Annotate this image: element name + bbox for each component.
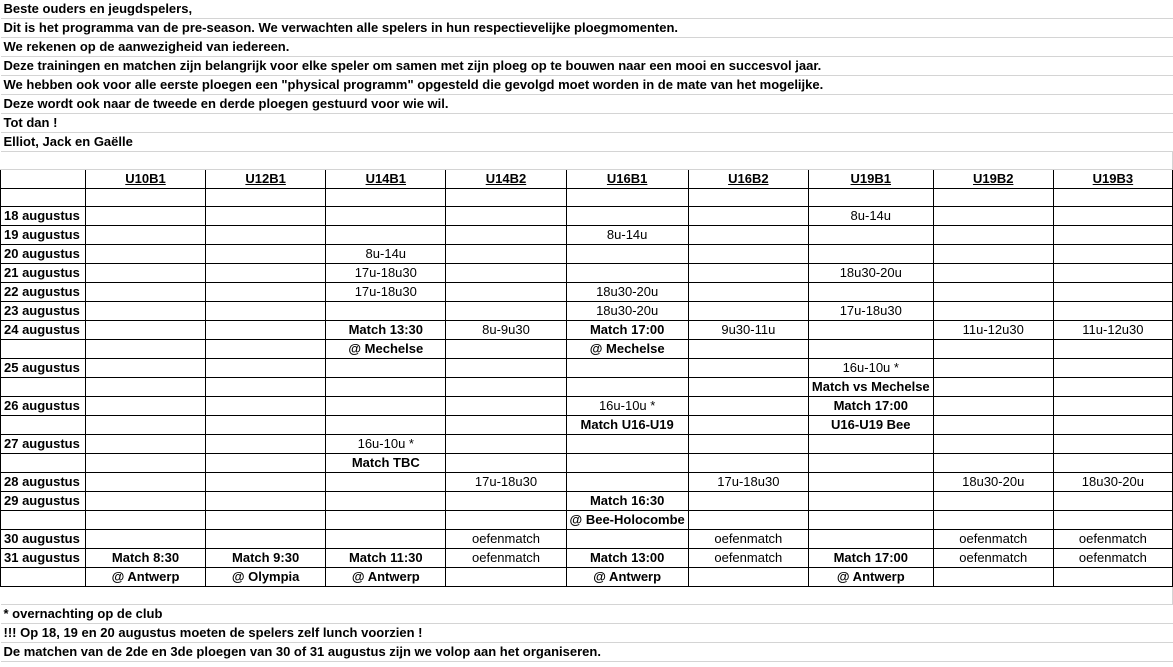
schedule-cell[interactable]: 17u-18u30 — [326, 283, 446, 302]
schedule-cell[interactable] — [933, 492, 1053, 511]
schedule-cell[interactable]: Match 16:30 — [566, 492, 688, 511]
sheet-row — [1, 359, 1173, 378]
team-header-u14b2[interactable]: U14B2 — [446, 170, 566, 189]
schedule-cell[interactable] — [446, 416, 566, 435]
schedule-cell[interactable] — [1053, 492, 1172, 511]
schedule-cell[interactable] — [566, 264, 688, 283]
schedule-cell[interactable] — [933, 568, 1053, 587]
schedule-cell[interactable] — [808, 245, 933, 264]
schedule-cell[interactable] — [808, 340, 933, 359]
sheet-row — [1, 245, 1173, 264]
sheet-row — [1, 397, 1173, 416]
schedule-cell[interactable] — [566, 473, 688, 492]
schedule-cell[interactable] — [808, 321, 933, 340]
schedule-cell[interactable] — [1053, 397, 1172, 416]
schedule-cell[interactable]: 9u30-11u — [688, 321, 808, 340]
schedule-cell[interactable] — [85, 492, 205, 511]
schedule-cell[interactable] — [85, 378, 205, 397]
schedule-cell[interactable] — [808, 511, 933, 530]
schedule-cell[interactable] — [85, 340, 205, 359]
schedule-cell[interactable] — [206, 454, 326, 473]
team-header-u10b1[interactable]: U10B1 — [85, 170, 205, 189]
team-header-u16b2[interactable]: U16B2 — [688, 170, 808, 189]
sheet-row — [1, 340, 1173, 359]
schedule-cell[interactable] — [85, 245, 205, 264]
schedule-cell[interactable] — [206, 378, 326, 397]
schedule-cell[interactable] — [1053, 568, 1172, 587]
schedule-cell[interactable] — [85, 359, 205, 378]
schedule-cell[interactable] — [446, 245, 566, 264]
schedule-cell[interactable] — [566, 378, 688, 397]
sheet-row — [1, 114, 1173, 133]
schedule-cell[interactable] — [688, 492, 808, 511]
sheet-row — [1, 189, 1173, 207]
schedule-cell[interactable] — [85, 473, 205, 492]
schedule-cell[interactable] — [933, 283, 1053, 302]
sheet-row — [1, 454, 1173, 473]
schedule-cell[interactable] — [933, 189, 1053, 207]
schedule-cell[interactable] — [1053, 378, 1172, 397]
schedule-cell[interactable] — [808, 492, 933, 511]
schedule-cell[interactable] — [933, 226, 1053, 245]
schedule-cell[interactable] — [933, 378, 1053, 397]
schedule-cell[interactable]: Match TBC — [326, 454, 446, 473]
date-cell[interactable] — [1, 340, 86, 359]
schedule-cell[interactable]: oefenmatch — [688, 530, 808, 549]
schedule-cell[interactable]: 8u-14u — [808, 207, 933, 226]
footer-note[interactable]: !!! Op 18, 19 en 20 augustus moeten de spelers zelf lunch voorzien ! — [1, 624, 1173, 643]
schedule-cell[interactable] — [206, 264, 326, 283]
sheet-row — [1, 226, 1173, 245]
schedule-cell[interactable] — [688, 511, 808, 530]
date-cell[interactable]: 28 augustus — [1, 473, 86, 492]
schedule-cell[interactable] — [85, 321, 205, 340]
schedule-cell[interactable]: oefenmatch — [1053, 549, 1172, 568]
schedule-cell[interactable] — [326, 302, 446, 321]
schedule-cell[interactable] — [206, 207, 326, 226]
schedule-cell[interactable] — [446, 454, 566, 473]
schedule-cell[interactable] — [808, 454, 933, 473]
empty-cell[interactable] — [1, 152, 1173, 170]
schedule-cell[interactable] — [808, 473, 933, 492]
sheet-row — [1, 264, 1173, 283]
sheet-row — [1, 0, 1173, 19]
schedule-cell[interactable]: Match 9:30 — [206, 549, 326, 568]
sheet-row — [1, 170, 1173, 189]
schedule-cell[interactable] — [446, 189, 566, 207]
schedule-cell[interactable] — [85, 416, 205, 435]
schedule-cell[interactable]: 17u-18u30 — [688, 473, 808, 492]
schedule-cell[interactable]: 16u-10u * — [566, 397, 688, 416]
schedule-cell[interactable]: Match 13:30 — [326, 321, 446, 340]
schedule-cell[interactable] — [326, 359, 446, 378]
schedule-cell[interactable] — [206, 245, 326, 264]
date-cell[interactable]: 18 augustus — [1, 207, 86, 226]
sheet-row — [1, 57, 1173, 76]
date-cell[interactable]: 19 augustus — [1, 226, 86, 245]
team-header-u19b1[interactable]: U19B1 — [808, 170, 933, 189]
schedule-cell[interactable] — [566, 207, 688, 226]
schedule-cell[interactable] — [206, 359, 326, 378]
intro-line[interactable]: Deze wordt ook naar de tweede en derde ploegen gestuurd voor wie wil. — [1, 95, 1173, 114]
schedule-cell[interactable] — [206, 511, 326, 530]
schedule-cell[interactable]: Match 17:00 — [808, 549, 933, 568]
schedule-cell[interactable]: 11u-12u30 — [1053, 321, 1172, 340]
sheet-row — [1, 511, 1173, 530]
schedule-cell[interactable] — [1053, 245, 1172, 264]
schedule-cell[interactable] — [206, 302, 326, 321]
schedule-cell[interactable]: U16-U19 Bee — [808, 416, 933, 435]
date-cell[interactable]: 24 augustus — [1, 321, 86, 340]
schedule-cell[interactable]: oefenmatch — [446, 530, 566, 549]
schedule-cell[interactable] — [326, 511, 446, 530]
schedule-cell[interactable] — [688, 283, 808, 302]
schedule-cell[interactable] — [206, 189, 326, 207]
sheet-row — [1, 378, 1173, 397]
schedule-cell[interactable] — [933, 207, 1053, 226]
schedule-cell[interactable]: @ Antwerp — [326, 568, 446, 587]
schedule-cell[interactable] — [688, 378, 808, 397]
schedule-cell[interactable]: Match 8:30 — [85, 549, 205, 568]
sheet-row — [1, 152, 1173, 170]
schedule-cell[interactable] — [933, 397, 1053, 416]
sheet-row — [1, 38, 1173, 57]
date-cell[interactable]: 26 augustus — [1, 397, 86, 416]
schedule-cell[interactable] — [933, 264, 1053, 283]
schedule-cell[interactable]: @ Antwerp — [566, 568, 688, 587]
schedule-cell[interactable] — [85, 226, 205, 245]
schedule-cell[interactable] — [688, 435, 808, 454]
schedule-cell[interactable] — [1053, 189, 1172, 207]
header-corner-cell[interactable] — [1, 170, 86, 189]
schedule-cell[interactable] — [933, 302, 1053, 321]
schedule-cell[interactable] — [566, 435, 688, 454]
schedule-cell[interactable]: @ Antwerp — [808, 568, 933, 587]
schedule-cell[interactable]: @ Olympia — [206, 568, 326, 587]
schedule-cell[interactable] — [808, 189, 933, 207]
schedule-cell[interactable] — [206, 435, 326, 454]
schedule-cell[interactable] — [326, 416, 446, 435]
schedule-cell[interactable]: oefenmatch — [933, 549, 1053, 568]
schedule-cell[interactable] — [446, 264, 566, 283]
sheet-row — [1, 473, 1173, 492]
sheet-row — [1, 19, 1173, 38]
schedule-cell[interactable]: 17u-18u30 — [808, 302, 933, 321]
schedule-cell[interactable] — [1053, 302, 1172, 321]
sheet-row — [1, 624, 1173, 643]
schedule-cell[interactable] — [566, 189, 688, 207]
team-header-u16b1[interactable]: U16B1 — [566, 170, 688, 189]
schedule-cell[interactable] — [446, 568, 566, 587]
schedule-cell[interactable]: 18u30-20u — [933, 473, 1053, 492]
date-cell[interactable]: 23 augustus — [1, 302, 86, 321]
footer-note[interactable]: * overnachting op de club — [1, 605, 1173, 624]
schedule-cell[interactable] — [808, 283, 933, 302]
sheet-row — [1, 283, 1173, 302]
schedule-cell[interactable]: 18u30-20u — [566, 302, 688, 321]
schedule-cell[interactable]: 17u-18u30 — [446, 473, 566, 492]
schedule-cell[interactable] — [1053, 435, 1172, 454]
team-header-u14b1[interactable]: U14B1 — [326, 170, 446, 189]
sheet-row — [1, 95, 1173, 114]
schedule-cell[interactable]: oefenmatch — [933, 530, 1053, 549]
schedule-cell[interactable] — [85, 435, 205, 454]
intro-line[interactable]: Tot dan ! — [1, 114, 1173, 133]
schedule-cell[interactable]: 8u-14u — [326, 245, 446, 264]
schedule-cell[interactable] — [206, 492, 326, 511]
sheet-row — [1, 530, 1173, 549]
schedule-cell[interactable] — [1053, 511, 1172, 530]
schedule-cell[interactable] — [808, 530, 933, 549]
date-cell[interactable]: 31 augustus — [1, 549, 86, 568]
schedule-cell[interactable] — [326, 473, 446, 492]
schedule-cell[interactable] — [688, 359, 808, 378]
schedule-cell[interactable]: 11u-12u30 — [933, 321, 1053, 340]
schedule-cell[interactable]: Match 13:00 — [566, 549, 688, 568]
schedule-cell[interactable] — [206, 226, 326, 245]
date-cell[interactable] — [1, 416, 86, 435]
schedule-cell[interactable] — [1053, 283, 1172, 302]
schedule-cell[interactable] — [688, 207, 808, 226]
schedule-cell[interactable]: 16u-10u * — [808, 359, 933, 378]
schedule-cell[interactable] — [85, 207, 205, 226]
schedule-cell[interactable] — [206, 473, 326, 492]
schedule-cell[interactable] — [566, 454, 688, 473]
date-cell[interactable] — [1, 511, 86, 530]
schedule-cell[interactable] — [1053, 264, 1172, 283]
date-cell[interactable] — [1, 568, 86, 587]
intro-line[interactable]: Elliot, Jack en Gaëlle — [1, 133, 1173, 152]
date-cell[interactable]: 30 augustus — [1, 530, 86, 549]
sheet-row — [1, 207, 1173, 226]
schedule-cell[interactable] — [446, 378, 566, 397]
schedule-cell[interactable]: @ Antwerp — [85, 568, 205, 587]
sheet-row — [1, 76, 1173, 95]
schedule-cell[interactable] — [206, 397, 326, 416]
schedule-cell[interactable] — [1053, 359, 1172, 378]
schedule-cell[interactable] — [206, 321, 326, 340]
schedule-cell[interactable] — [566, 245, 688, 264]
schedule-cell[interactable] — [933, 245, 1053, 264]
schedule-cell[interactable]: @ Bee-Holocombe — [566, 511, 688, 530]
sheet-row — [1, 416, 1173, 435]
schedule-cell[interactable] — [206, 283, 326, 302]
schedule-cell[interactable]: 8u-14u — [566, 226, 688, 245]
schedule-cell[interactable] — [688, 340, 808, 359]
schedule-cell[interactable] — [808, 226, 933, 245]
schedule-cell[interactable] — [688, 568, 808, 587]
schedule-cell[interactable]: oefenmatch — [1053, 530, 1172, 549]
sheet-row — [1, 587, 1173, 605]
schedule-cell[interactable]: Match 17:00 — [566, 321, 688, 340]
schedule-cell[interactable] — [933, 511, 1053, 530]
schedule-cell[interactable] — [566, 530, 688, 549]
date-cell[interactable]: 27 augustus — [1, 435, 86, 454]
schedule-cell[interactable] — [688, 226, 808, 245]
schedule-cell[interactable] — [446, 359, 566, 378]
schedule-cell[interactable] — [446, 340, 566, 359]
schedule-cell[interactable] — [446, 397, 566, 416]
schedule-cell[interactable] — [446, 435, 566, 454]
sheet-row — [1, 302, 1173, 321]
empty-cell[interactable] — [1, 587, 1173, 605]
schedule-cell[interactable] — [1053, 207, 1172, 226]
schedule-cell[interactable]: Match vs Mechelse — [808, 378, 933, 397]
intro-line[interactable]: We rekenen op de aanwezigheid van iedereen. — [1, 38, 1173, 57]
schedule-cell[interactable]: Match 17:00 — [808, 397, 933, 416]
intro-line[interactable]: We hebben ook voor alle eerste ploegen een "physical programm" opgesteld die gevolgd moet worden in de mate van het mogelijke. — [1, 76, 1173, 95]
date-cell[interactable]: 25 augustus — [1, 359, 86, 378]
schedule-cell[interactable] — [85, 530, 205, 549]
schedule-cell[interactable] — [933, 435, 1053, 454]
schedule-cell[interactable] — [206, 416, 326, 435]
schedule-cell[interactable] — [85, 511, 205, 530]
intro-line[interactable]: Dit is het programma van de pre-season. We verwachten alle spelers in hun respectievelijke ploegmomenten. — [1, 19, 1173, 38]
schedule-cell[interactable] — [688, 245, 808, 264]
schedule-cell[interactable] — [1053, 340, 1172, 359]
schedule-cell[interactable] — [326, 226, 446, 245]
date-cell[interactable] — [1, 189, 86, 207]
schedule-cell[interactable] — [85, 189, 205, 207]
schedule-cell[interactable] — [446, 226, 566, 245]
schedule-cell[interactable] — [326, 397, 446, 416]
date-cell[interactable]: 21 augustus — [1, 264, 86, 283]
schedule-cell[interactable] — [326, 530, 446, 549]
schedule-cell[interactable] — [326, 207, 446, 226]
schedule-cell[interactable] — [85, 302, 205, 321]
schedule-cell[interactable] — [933, 416, 1053, 435]
schedule-cell[interactable]: 18u30-20u — [1053, 473, 1172, 492]
date-cell[interactable]: 20 augustus — [1, 245, 86, 264]
schedule-cell[interactable] — [446, 283, 566, 302]
schedule-cell[interactable] — [688, 264, 808, 283]
sheet-row — [1, 435, 1173, 454]
schedule-cell[interactable] — [446, 302, 566, 321]
schedule-cell[interactable] — [933, 454, 1053, 473]
date-cell[interactable] — [1, 378, 86, 397]
schedule-cell[interactable] — [933, 359, 1053, 378]
sheet-row — [1, 549, 1173, 568]
sheet-row — [1, 492, 1173, 511]
schedule-cell[interactable] — [933, 340, 1053, 359]
sheet-row — [1, 321, 1173, 340]
sheet-row — [1, 605, 1173, 624]
sheet-row — [1, 643, 1173, 662]
team-header-u19b2[interactable]: U19B2 — [933, 170, 1053, 189]
date-cell[interactable]: 22 augustus — [1, 283, 86, 302]
schedule-cell[interactable] — [1053, 454, 1172, 473]
date-cell[interactable] — [1, 454, 86, 473]
schedule-cell[interactable] — [446, 492, 566, 511]
intro-line[interactable]: Beste ouders en jeugdspelers, — [1, 0, 1173, 19]
schedule-cell[interactable]: Match U16-U19 — [566, 416, 688, 435]
schedule-cell[interactable] — [326, 492, 446, 511]
schedule-cell[interactable] — [206, 340, 326, 359]
schedule-cell[interactable]: Match 11:30 — [326, 549, 446, 568]
footer-note[interactable]: De matchen van de 2de en 3de ploegen van 30 of 31 augustus zijn we volop aan het organiseren. — [1, 643, 1173, 662]
schedule-cell[interactable]: 18u30-20u — [808, 264, 933, 283]
schedule-cell[interactable] — [446, 207, 566, 226]
schedule-cell[interactable] — [326, 378, 446, 397]
schedule-cell[interactable]: 16u-10u * — [326, 435, 446, 454]
schedule-cell[interactable] — [688, 302, 808, 321]
intro-line[interactable]: Deze trainingen en matchen zijn belangrijk voor elke speler om samen met zijn ploeg op te bouwen naar een mooi en succesvol jaar. — [1, 57, 1173, 76]
schedule-cell[interactable] — [85, 397, 205, 416]
schedule-cell[interactable] — [566, 359, 688, 378]
sheet-row — [1, 568, 1173, 587]
schedule-cell[interactable] — [688, 397, 808, 416]
schedule-cell[interactable] — [85, 283, 205, 302]
date-cell[interactable]: 29 augustus — [1, 492, 86, 511]
team-header-u12b1[interactable]: U12B1 — [206, 170, 326, 189]
schedule-cell[interactable] — [326, 189, 446, 207]
schedule-cell[interactable] — [688, 454, 808, 473]
schedule-cell[interactable] — [85, 264, 205, 283]
team-header-u19b3[interactable]: U19B3 — [1053, 170, 1172, 189]
schedule-cell[interactable] — [446, 511, 566, 530]
schedule-cell[interactable] — [808, 435, 933, 454]
schedule-cell[interactable] — [206, 530, 326, 549]
schedule-cell[interactable]: 8u-9u30 — [446, 321, 566, 340]
sheet-row — [1, 133, 1173, 152]
schedule-cell[interactable]: 18u30-20u — [566, 283, 688, 302]
schedule-cell[interactable] — [85, 454, 205, 473]
schedule-cell[interactable]: oefenmatch — [688, 549, 808, 568]
schedule-cell[interactable] — [688, 189, 808, 207]
schedule-cell[interactable] — [1053, 226, 1172, 245]
schedule-cell[interactable] — [688, 416, 808, 435]
schedule-cell[interactable] — [1053, 416, 1172, 435]
schedule-cell[interactable]: @ Mechelse — [326, 340, 446, 359]
schedule-cell[interactable]: @ Mechelse — [566, 340, 688, 359]
schedule-cell[interactable]: oefenmatch — [446, 549, 566, 568]
schedule-cell[interactable]: 17u-18u30 — [326, 264, 446, 283]
